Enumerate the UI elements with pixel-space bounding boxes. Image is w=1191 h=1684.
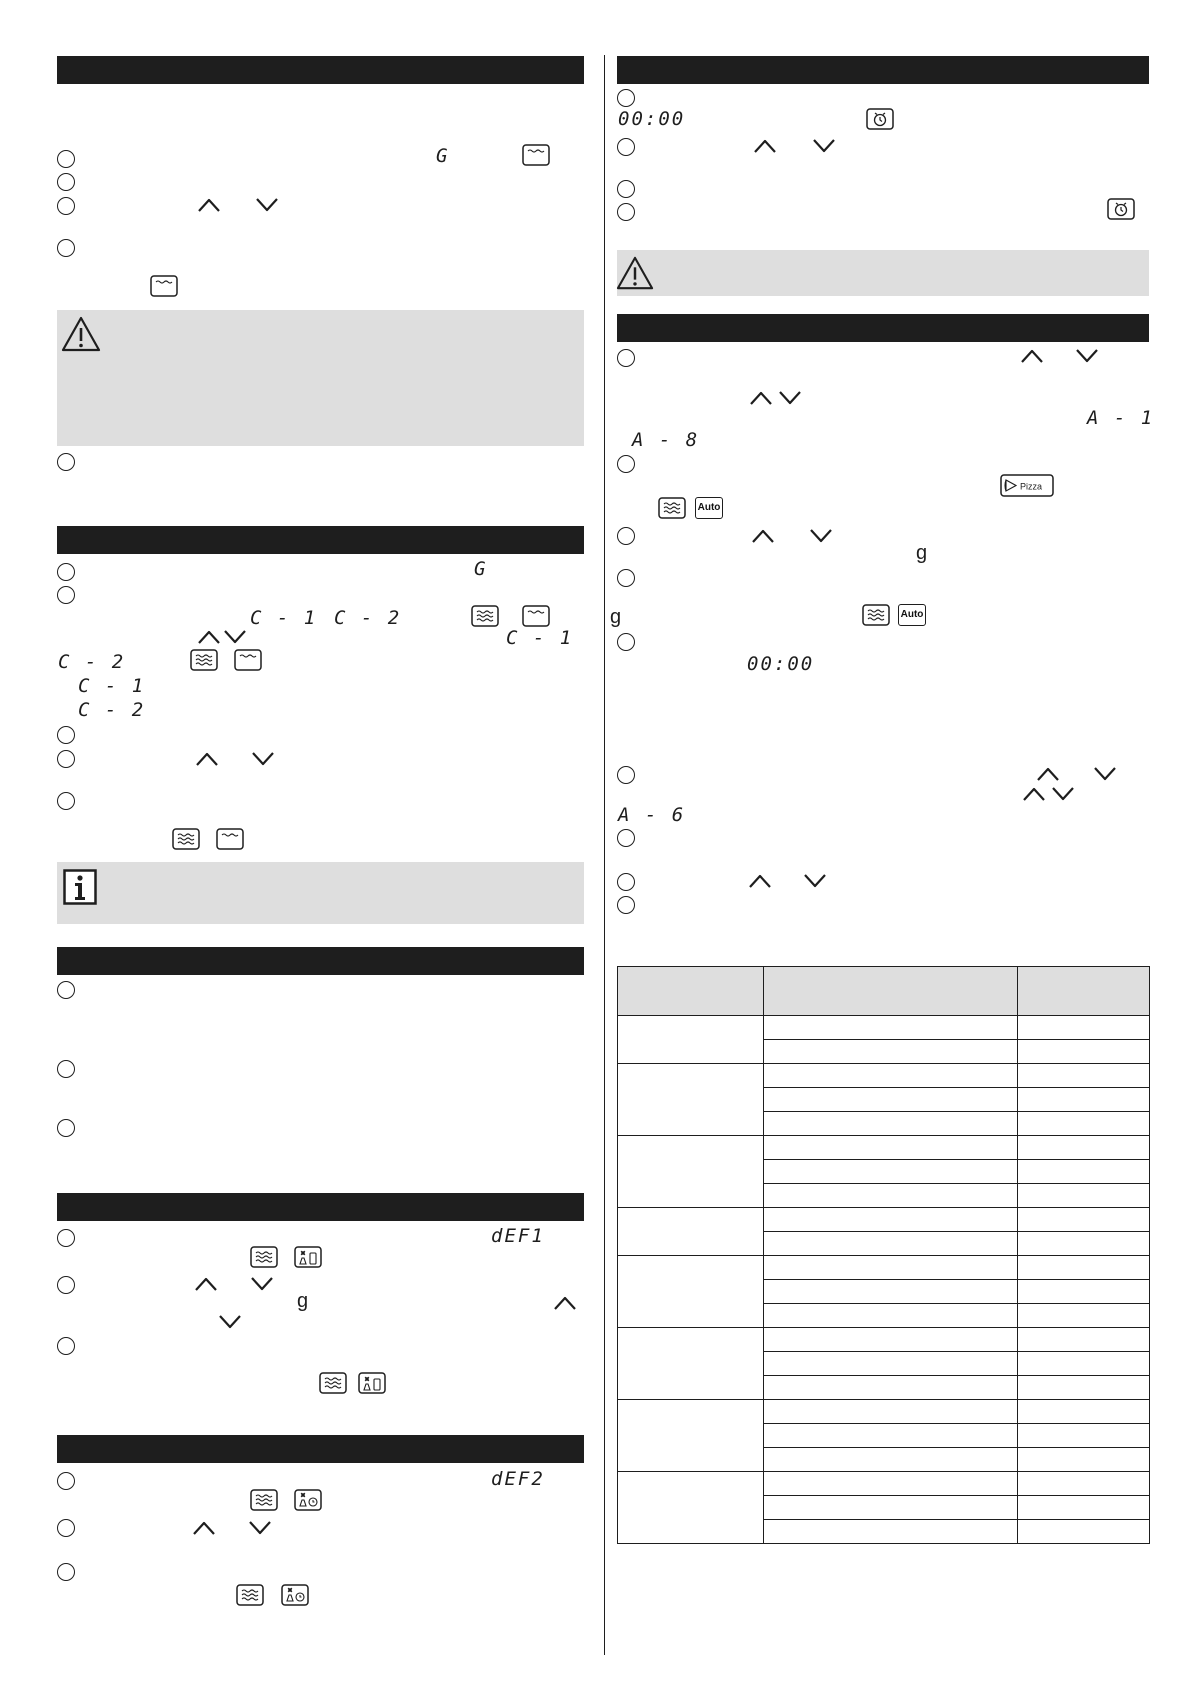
table-cell bbox=[764, 1472, 1018, 1496]
table-row bbox=[618, 1400, 1150, 1424]
chevron-down-icon bbox=[811, 137, 837, 155]
section-header-bar bbox=[617, 56, 1149, 84]
table-cell bbox=[1018, 1280, 1150, 1304]
display-defrost-2: dEF2 bbox=[491, 1468, 545, 1490]
chevron-down-icon bbox=[247, 1519, 273, 1537]
table-header-row bbox=[618, 967, 1150, 1016]
grill-icon bbox=[234, 649, 262, 671]
table-cell bbox=[1018, 1376, 1150, 1400]
table-header-cell bbox=[1018, 967, 1150, 1016]
step-marker bbox=[617, 180, 635, 198]
table-cell bbox=[764, 1376, 1018, 1400]
microwave-waves-icon bbox=[471, 605, 499, 627]
step-marker bbox=[57, 1563, 75, 1581]
table-cell bbox=[764, 1136, 1018, 1160]
grill-icon bbox=[216, 828, 244, 850]
chevron-up-icon bbox=[1019, 347, 1045, 365]
grill-icon bbox=[150, 275, 178, 297]
chevron-down-icon bbox=[1074, 347, 1100, 365]
table-category-cell bbox=[618, 1064, 764, 1136]
chevron-down-icon bbox=[802, 872, 828, 890]
table-cell bbox=[764, 1040, 1018, 1064]
display-auto-1: A - 1 bbox=[1087, 407, 1155, 429]
table-cell bbox=[764, 1400, 1018, 1424]
table-category-cell bbox=[618, 1208, 764, 1256]
chevron-up-icon bbox=[1035, 765, 1061, 783]
step-marker bbox=[617, 766, 635, 784]
grill-icon bbox=[522, 605, 550, 627]
warning-panel bbox=[617, 250, 1149, 296]
display-combi-1: C - 1 bbox=[250, 607, 318, 629]
microwave-waves-icon bbox=[236, 1584, 264, 1606]
step-marker bbox=[57, 792, 75, 810]
display-combi-2: C - 2 bbox=[334, 607, 402, 629]
step-marker bbox=[57, 1060, 75, 1078]
chevron-up-icon bbox=[194, 750, 220, 768]
gram-unit: g bbox=[297, 1290, 309, 1312]
step-marker bbox=[57, 1229, 75, 1247]
table-header-cell bbox=[618, 967, 764, 1016]
step-marker bbox=[617, 203, 635, 221]
table-cell bbox=[1018, 1400, 1150, 1424]
section-header-bar bbox=[57, 526, 584, 554]
microwave-waves-icon bbox=[319, 1372, 347, 1394]
time-defrost-icon bbox=[281, 1584, 309, 1606]
clock-icon bbox=[1107, 198, 1135, 220]
chevron-down-icon bbox=[249, 1275, 275, 1293]
step-marker bbox=[57, 1472, 75, 1490]
table-cell bbox=[1018, 1232, 1150, 1256]
table-row bbox=[618, 1256, 1150, 1280]
table-row bbox=[618, 1064, 1150, 1088]
step-marker bbox=[57, 726, 75, 744]
step-marker bbox=[617, 527, 635, 545]
display-time: 00:00 bbox=[747, 653, 815, 675]
step-marker bbox=[57, 586, 75, 604]
chevron-up-icon bbox=[752, 137, 778, 155]
auto-button[interactable]: Auto bbox=[898, 604, 926, 626]
clock-icon bbox=[866, 108, 894, 130]
step-marker bbox=[617, 633, 635, 651]
table-cell bbox=[1018, 1016, 1150, 1040]
chevron-down-icon bbox=[250, 750, 276, 768]
chevron-down-icon bbox=[1050, 785, 1076, 803]
table-cell bbox=[1018, 1352, 1150, 1376]
table-cell bbox=[764, 1112, 1018, 1136]
table-cell bbox=[764, 1088, 1018, 1112]
step-marker bbox=[57, 1519, 75, 1537]
microwave-waves-icon bbox=[172, 828, 200, 850]
chevron-up-icon bbox=[191, 1519, 217, 1537]
table-row bbox=[618, 1136, 1150, 1160]
table-cell bbox=[764, 1232, 1018, 1256]
weight-defrost-icon bbox=[294, 1246, 322, 1268]
table-cell bbox=[764, 1064, 1018, 1088]
table-cell bbox=[1018, 1448, 1150, 1472]
table-cell bbox=[764, 1016, 1018, 1040]
display-combi-2: C - 2 bbox=[78, 699, 146, 721]
table-row bbox=[618, 1016, 1150, 1040]
table-category-cell bbox=[618, 1400, 764, 1472]
table-cell bbox=[764, 1424, 1018, 1448]
table-cell bbox=[1018, 1472, 1150, 1496]
microwave-waves-icon bbox=[250, 1246, 278, 1268]
step-marker bbox=[617, 569, 635, 587]
step-marker bbox=[57, 563, 75, 581]
table-cell bbox=[764, 1520, 1018, 1544]
chevron-up-icon bbox=[552, 1294, 578, 1312]
section-header-bar bbox=[617, 314, 1149, 342]
table-cell bbox=[1018, 1256, 1150, 1280]
step-marker bbox=[617, 873, 635, 891]
warning-panel bbox=[57, 310, 584, 446]
table-cell bbox=[764, 1208, 1018, 1232]
display-auto-6: A - 6 bbox=[618, 804, 686, 826]
chevron-up-icon bbox=[196, 196, 222, 214]
table-cell bbox=[1018, 1304, 1150, 1328]
step-marker bbox=[57, 197, 75, 215]
chevron-up-icon bbox=[1021, 785, 1047, 803]
step-marker bbox=[57, 981, 75, 999]
step-marker bbox=[617, 349, 635, 367]
step-marker bbox=[617, 896, 635, 914]
table-cell bbox=[1018, 1088, 1150, 1112]
table-cell bbox=[764, 1496, 1018, 1520]
section-header-bar bbox=[57, 1193, 584, 1221]
chevron-down-icon bbox=[777, 389, 803, 407]
table-category-cell bbox=[618, 1472, 764, 1544]
chevron-down-icon bbox=[1092, 765, 1118, 783]
table-header-cell bbox=[764, 967, 1018, 1016]
microwave-waves-icon bbox=[862, 604, 890, 626]
step-marker bbox=[57, 173, 75, 191]
table-cell bbox=[1018, 1424, 1150, 1448]
grill-icon bbox=[522, 144, 550, 166]
table-category-cell bbox=[618, 1328, 764, 1400]
chevron-down-icon bbox=[808, 527, 834, 545]
table-row bbox=[618, 1328, 1150, 1352]
table-cell bbox=[1018, 1520, 1150, 1544]
section-header-bar bbox=[57, 947, 584, 975]
step-marker bbox=[57, 1276, 75, 1294]
chevron-up-icon bbox=[196, 628, 222, 646]
table-cell bbox=[764, 1256, 1018, 1280]
gram-unit: g bbox=[916, 542, 928, 564]
display-combi-1: C - 1 bbox=[506, 627, 574, 649]
step-marker bbox=[617, 829, 635, 847]
table-cell bbox=[764, 1328, 1018, 1352]
column-divider bbox=[604, 55, 605, 1655]
warning-triangle-icon bbox=[615, 255, 655, 291]
display-grill: G bbox=[436, 145, 450, 167]
time-defrost-icon bbox=[294, 1489, 322, 1511]
step-marker bbox=[57, 1119, 75, 1137]
step-marker bbox=[617, 138, 635, 156]
chevron-up-icon bbox=[747, 872, 773, 890]
display-combi-2: C - 2 bbox=[58, 651, 126, 673]
chevron-up-icon bbox=[193, 1275, 219, 1293]
table-cell bbox=[764, 1352, 1018, 1376]
gram-unit: g bbox=[610, 606, 622, 628]
table-cell bbox=[1018, 1328, 1150, 1352]
table-row bbox=[618, 1472, 1150, 1496]
table-cell bbox=[764, 1184, 1018, 1208]
step-marker bbox=[57, 239, 75, 257]
auto-button[interactable]: Auto bbox=[695, 497, 723, 519]
table-cell bbox=[1018, 1496, 1150, 1520]
table-cell bbox=[764, 1304, 1018, 1328]
chevron-down-icon bbox=[217, 1313, 243, 1331]
table-cell bbox=[1018, 1160, 1150, 1184]
microwave-waves-icon bbox=[658, 497, 686, 519]
auto-menu-table bbox=[617, 966, 1150, 1544]
microwave-waves-icon bbox=[190, 649, 218, 671]
step-marker bbox=[617, 89, 635, 107]
display-defrost-1: dEF1 bbox=[491, 1225, 545, 1247]
table-category-cell bbox=[618, 1016, 764, 1064]
step-marker bbox=[57, 150, 75, 168]
table-category-cell bbox=[618, 1136, 764, 1208]
pizza-button-label: Pizza bbox=[1020, 481, 1043, 492]
warning-triangle-icon bbox=[60, 315, 102, 353]
chevron-up-icon bbox=[748, 389, 774, 407]
table-cell bbox=[764, 1160, 1018, 1184]
chevron-down-icon bbox=[254, 196, 280, 214]
table-cell bbox=[1018, 1136, 1150, 1160]
display-combi-1: C - 1 bbox=[78, 675, 146, 697]
table-cell bbox=[1018, 1184, 1150, 1208]
step-marker bbox=[617, 455, 635, 473]
table-cell bbox=[764, 1280, 1018, 1304]
chevron-up-icon bbox=[750, 527, 776, 545]
step-marker bbox=[57, 453, 75, 471]
info-icon bbox=[63, 869, 97, 905]
table-cell bbox=[1018, 1208, 1150, 1232]
table-cell bbox=[1018, 1040, 1150, 1064]
display-auto-8: A - 8 bbox=[632, 429, 700, 451]
step-marker bbox=[57, 750, 75, 768]
section-header-bar bbox=[57, 56, 584, 84]
info-panel bbox=[57, 862, 584, 924]
table-cell bbox=[1018, 1064, 1150, 1088]
pizza-button[interactable] bbox=[1000, 474, 1054, 497]
weight-defrost-icon bbox=[358, 1372, 386, 1394]
table-cell bbox=[1018, 1112, 1150, 1136]
table-category-cell bbox=[618, 1256, 764, 1328]
display-grill: G bbox=[474, 558, 488, 580]
step-marker bbox=[57, 1337, 75, 1355]
section-header-bar bbox=[57, 1435, 584, 1463]
table-row bbox=[618, 1208, 1150, 1232]
display-time: 00:00 bbox=[618, 108, 686, 130]
table-cell bbox=[764, 1448, 1018, 1472]
microwave-waves-icon bbox=[250, 1489, 278, 1511]
chevron-down-icon bbox=[222, 628, 248, 646]
